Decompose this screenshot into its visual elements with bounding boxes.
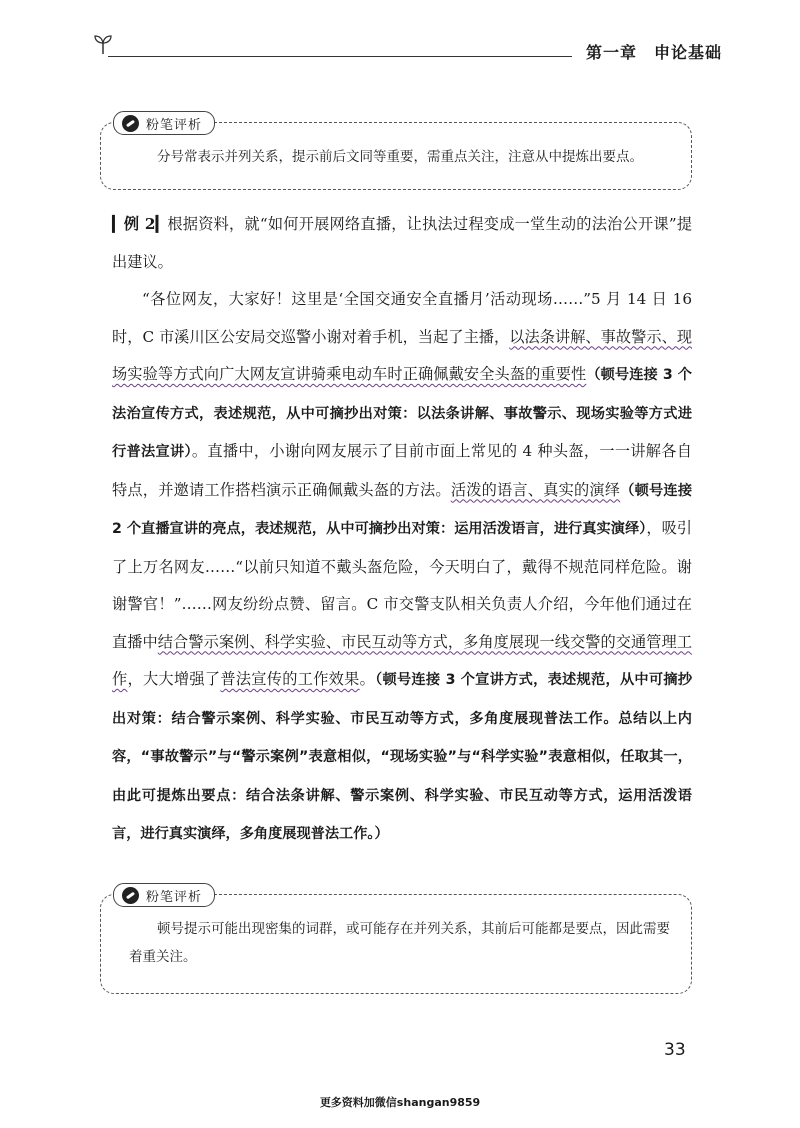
analysis-text: 顿号提示可能出现密集的词群，或可能存在并列关系，其前后可能都是要点，因此需要着重关注。 xyxy=(129,921,670,965)
highlighted-phrase: 结合警示案例、科学实验、市民互动等方式，多角度展现一线交警的交通管理工作 xyxy=(112,632,693,688)
highlighted-phrase: 以法条讲解、事故警示、现场实验等方式向广大网友宣讲骑乘电动车时正确佩戴安全头盔的重要性 xyxy=(112,327,693,383)
passage-text: ，吸引了上万名网友……“以前只知道不戴头盔危险，今天明白了，戴得不规范同样危险。谢谢警官！”……网友纷纷点赞、留言。C 市交警支队相关负责人介绍，今年他们通过在直播中 xyxy=(112,519,692,651)
passage xyxy=(112,281,692,854)
badge-label: 粉笔评析 xyxy=(146,889,203,905)
passage-text: 。 xyxy=(359,670,376,688)
passage-text: “各位网友，大家好！这里是‘全国交通安全直播月’活动现场……”5 月 14 日 16 时，C 市溪川区公安局交巡警小谢对着手机，当起了主播， xyxy=(112,290,692,346)
running-header xyxy=(92,34,722,64)
footer-note: 更多资料加微信shangan9859 xyxy=(319,1096,481,1109)
passage-text: 。直播中，小谢向网友展示了目前市面上常见的 4 种头盔，一一讲解各自特点，并邀请工作搭档演示正确佩戴头盔的方法。 xyxy=(112,442,692,499)
analysis-badge xyxy=(113,883,215,907)
passage-text: ，大大增强了 xyxy=(127,670,221,688)
analysis-badge xyxy=(113,111,215,135)
pen-icon xyxy=(122,115,139,132)
chapter-title: 第一章 申论基础 xyxy=(585,43,722,62)
leaf-icon xyxy=(92,34,114,56)
analysis-text: 分号常表示并列关系，提示前后文同等重要，需重点关注，注意从中提炼出要点。 xyxy=(157,149,643,165)
highlighted-phrase: 活泼的语言、真实的演绎 xyxy=(450,480,621,499)
highlighted-phrase: 普法宣传的工作效果 xyxy=(220,670,360,688)
inline-comment: （顿号连接 3 个宣讲方式，表述规范，从中可摘抄出对策：结合警示案例、科学实验、市民互动等方式，多角度展现普法工作。总结以上内容，“事故警示”与“警示案例”表意相似，“现场实验”与“科学实验”表意相似，任取其一，由此可提炼出要点：结合法条讲解、警示案例、科学实验、市民互动等方式，运用活泼语言，进行真实演绎，多角度展现普法工作。） xyxy=(112,672,693,842)
pen-icon xyxy=(122,887,139,904)
header-rule xyxy=(108,56,572,57)
analysis-note-1 xyxy=(100,117,692,190)
example-label: ▎ 例 2 xyxy=(112,215,155,233)
prompt-text: 根据资料，就“如何开展网络直播，让执法过程变成一堂生动的法治公开课”提出建议。 xyxy=(112,215,693,271)
inline-comment: （顿号连接 2 个直播宣讲的亮点，表述规范，从中可摘抄出对策：运用活泼语言，进行真实演绎） xyxy=(112,482,693,537)
page-number: 33 xyxy=(664,1040,686,1060)
inline-comment: （顿号连接 3 个法治宣传方式，表述规范，从中可摘抄出对策：以法条讲解、事故警示、现场实验等方式进行普法宣讲） xyxy=(112,367,692,460)
example-prompt: ▎ 例 2▎根据资料，就“如何开展网络直播，让执法过程变成一堂生动的法治公开课”提出建议。 xyxy=(112,206,692,281)
badge-label: 粉笔评析 xyxy=(146,117,203,133)
analysis-note-2 xyxy=(100,889,692,994)
main-text xyxy=(112,206,692,854)
